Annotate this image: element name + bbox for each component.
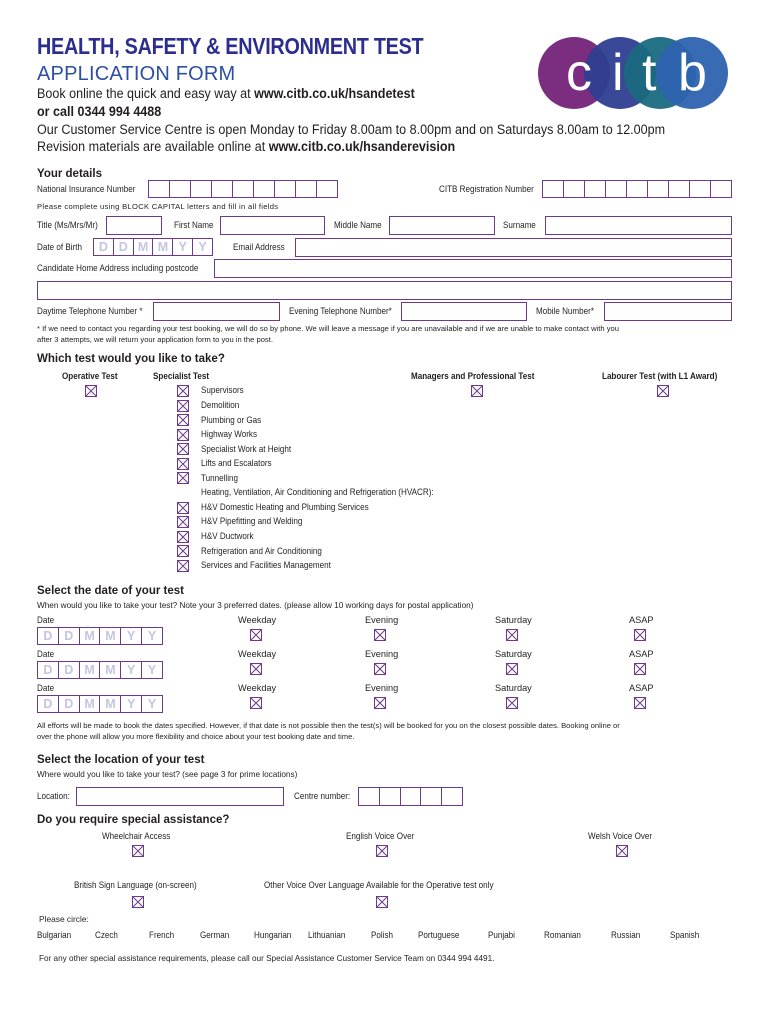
title-field[interactable] xyxy=(106,216,162,235)
book-online-text: Book online the quick and easy way at xyxy=(37,86,255,101)
managers-test-label: Managers and Professional Test xyxy=(411,371,535,381)
hvacr-facilities-checkbox[interactable] xyxy=(177,560,189,572)
middle-name-label: Middle Name xyxy=(334,220,382,230)
weekday-label: Weekday xyxy=(238,683,277,693)
language-option[interactable]: Lithuanian xyxy=(308,930,346,940)
citb-label: CITB Registration Number xyxy=(439,184,534,194)
hvacr-refrigeration-checkbox[interactable] xyxy=(177,545,189,557)
operative-test-label: Operative Test xyxy=(62,371,118,381)
date-2-evening-checkbox[interactable] xyxy=(374,663,386,675)
date-note-2: over the phone will allow you more flexibility and choice about your test booking date and time. xyxy=(37,732,355,741)
specialist-item-label: Tunnelling xyxy=(201,473,239,483)
other-vo-label: Other Voice Over Language Available for the Operative test only xyxy=(264,880,494,890)
asap-label: ASAP xyxy=(629,649,654,659)
ni-number-field[interactable] xyxy=(148,180,338,198)
logo-letter-t: t xyxy=(642,44,657,102)
hvacr-item-label: Services and Facilities Management xyxy=(201,560,331,570)
your-details-heading: Your details xyxy=(37,168,102,180)
mobile-label: Mobile Number* xyxy=(536,306,594,316)
specialist-item-label: Highway Works xyxy=(201,429,258,439)
wheelchair-label: Wheelchair Access xyxy=(102,831,171,841)
book-online-url[interactable]: www.citb.co.uk/hsandetest xyxy=(254,86,415,101)
operative-test-checkbox[interactable] xyxy=(85,385,97,397)
managers-test-checkbox[interactable] xyxy=(471,385,483,397)
eve-phone-field[interactable] xyxy=(401,302,527,321)
dob-label: Date of Birth xyxy=(37,242,82,252)
evening-label: Evening xyxy=(365,683,399,693)
bsl-checkbox[interactable] xyxy=(132,896,144,908)
date-2-weekday-checkbox[interactable] xyxy=(250,663,262,675)
specialist-supervisors-checkbox[interactable] xyxy=(177,385,189,397)
language-option[interactable]: Punjabi xyxy=(488,930,515,940)
specialist-item-label: Demolition xyxy=(201,400,240,410)
logo-letter-c: c xyxy=(566,44,592,102)
date-3-saturday-checkbox[interactable] xyxy=(506,697,518,709)
revision-line xyxy=(37,139,455,154)
specialist-lifts-checkbox[interactable] xyxy=(177,458,189,470)
centre-number-label: Centre number: xyxy=(294,791,351,801)
mobile-field[interactable] xyxy=(604,302,732,321)
specialist-item-label: Specialist Work at Height xyxy=(201,444,292,454)
language-option[interactable]: German xyxy=(200,930,230,940)
hours-line: Our Customer Service Centre is open Monday to Friday 8.00am to 8.00pm and on Saturdays 8.00am to 12.00pm xyxy=(37,122,666,137)
date-label: Date xyxy=(37,649,55,659)
other-vo-checkbox[interactable] xyxy=(376,896,388,908)
hvacr-ductwork-checkbox[interactable] xyxy=(177,531,189,543)
first-name-field[interactable] xyxy=(220,216,325,235)
citb-logo xyxy=(538,34,728,112)
language-option[interactable]: Czech xyxy=(95,930,118,940)
labourer-test-label: Labourer Test (with L1 Award) xyxy=(602,371,718,381)
language-option[interactable]: Bulgarian xyxy=(37,930,72,940)
contact-footnote-1: * If we need to contact you regarding your test booking, we will do so by phone. We will leave a message if you are unavailable and if we are unable to make contact with you xyxy=(37,324,619,333)
centre-number-field[interactable] xyxy=(358,787,463,806)
email-field[interactable] xyxy=(295,238,732,257)
date-heading: Select the date of your test xyxy=(37,585,184,597)
revision-url[interactable]: www.citb.co.uk/hsanderevision xyxy=(268,139,456,154)
block-capital-note: Please complete using BLOCK CAPITAL letters and fill in all fields xyxy=(37,202,279,211)
language-option[interactable]: Hungarian xyxy=(254,930,292,940)
language-option[interactable]: Portuguese xyxy=(418,930,460,940)
saturday-label: Saturday xyxy=(495,683,532,693)
date-3-weekday-checkbox[interactable] xyxy=(250,697,262,709)
date-note-1: All efforts will be made to book the dates specified. However, if that date is not possible then the test(s) will be booked for you on the closest possible dates. Booking online or xyxy=(37,721,620,730)
evening-label: Evening xyxy=(365,649,399,659)
middle-name-field[interactable] xyxy=(389,216,495,235)
hvacr-item-label: H&V Ductwork xyxy=(201,531,254,541)
location-heading: Select the location of your test xyxy=(37,754,205,766)
surname-field[interactable] xyxy=(545,216,732,235)
date-3-evening-checkbox[interactable] xyxy=(374,697,386,709)
first-name-label: First Name xyxy=(174,220,214,230)
saturday-label: Saturday xyxy=(495,615,532,625)
day-phone-field[interactable] xyxy=(153,302,280,321)
date-1-saturday-checkbox[interactable] xyxy=(506,629,518,641)
email-label: Email Address xyxy=(233,242,285,252)
weekday-label: Weekday xyxy=(238,649,277,659)
ni-label: National Insurance Number xyxy=(37,184,136,194)
specialist-demolition-checkbox[interactable] xyxy=(177,400,189,412)
saturday-label: Saturday xyxy=(495,649,532,659)
wheelchair-checkbox[interactable] xyxy=(132,845,144,857)
assistance-heading: Do you require special assistance? xyxy=(37,814,230,826)
call-line: or call 0344 994 4488 xyxy=(37,104,162,119)
specialist-item-label: Supervisors xyxy=(201,385,244,395)
preferred-date-1-field[interactable]: D D M M Y Y xyxy=(37,627,163,645)
preferred-date-3-field[interactable]: D D M M Y Y xyxy=(37,695,163,713)
asap-label: ASAP xyxy=(629,683,654,693)
language-option[interactable]: Spanish xyxy=(670,930,700,940)
welsh-vo-label: Welsh Voice Over xyxy=(588,831,653,841)
eve-phone-label: Evening Telephone Number* xyxy=(289,306,392,316)
special-assistance-footer: For any other special assistance requirements, please call our Special Assistance Customer Service Team on 0344 994 4491. xyxy=(39,954,495,963)
date-2-asap-checkbox[interactable] xyxy=(634,663,646,675)
hvacr-item-label: Refrigeration and Air Conditioning xyxy=(201,546,322,556)
specialist-item-label: Plumbing or Gas xyxy=(201,415,262,425)
which-test-heading: Which test would you like to take? xyxy=(37,353,225,365)
specialist-plumbing-checkbox[interactable] xyxy=(177,414,189,426)
date-3-asap-checkbox[interactable] xyxy=(634,697,646,709)
english-vo-label: English Voice Over xyxy=(346,831,415,841)
form-subtitle: APPLICATION FORM xyxy=(37,63,236,85)
language-option[interactable]: Russian xyxy=(611,930,641,940)
date-1-asap-checkbox[interactable] xyxy=(634,629,646,641)
please-circle-label: Please circle: xyxy=(39,914,89,924)
preferred-date-2-field[interactable]: D D M M Y Y xyxy=(37,661,163,679)
specialist-height-checkbox[interactable] xyxy=(177,443,189,455)
date-label: Date xyxy=(37,615,55,625)
hvacr-item-label: H&V Domestic Heating and Plumbing Services xyxy=(201,502,369,512)
hvacr-domestic-checkbox[interactable] xyxy=(177,502,189,514)
address-field-1[interactable] xyxy=(214,259,732,278)
day-phone-label: Daytime Telephone Number * xyxy=(37,306,143,316)
date-label: Date xyxy=(37,683,55,693)
date-1-evening-checkbox[interactable] xyxy=(374,629,386,641)
weekday-label: Weekday xyxy=(238,615,277,625)
hvacr-item-label: H&V Pipefitting and Welding xyxy=(201,516,303,526)
book-online-line xyxy=(37,86,415,101)
specialist-item-label: Lifts and Escalators xyxy=(201,458,272,468)
logo-letter-b: b xyxy=(678,44,707,102)
location-label: Location: xyxy=(37,791,70,801)
citb-registration-field[interactable] xyxy=(542,180,732,198)
dob-field[interactable]: D D M M Y Y xyxy=(93,238,213,256)
language-option[interactable]: Polish xyxy=(371,930,394,940)
hvacr-pipefitting-checkbox[interactable] xyxy=(177,516,189,528)
bsl-label: British Sign Language (on-screen) xyxy=(74,880,197,890)
specialist-tunnelling-checkbox[interactable] xyxy=(177,472,189,484)
surname-label: Surname xyxy=(503,220,536,230)
date-2-saturday-checkbox[interactable] xyxy=(506,663,518,675)
location-field[interactable] xyxy=(76,787,284,806)
asap-label: ASAP xyxy=(629,615,654,625)
hvacr-heading: Heating, Ventilation, Air Conditioning and Refrigeration (HVACR): xyxy=(201,487,434,497)
english-vo-checkbox[interactable] xyxy=(376,845,388,857)
address-label: Candidate Home Address including postcode xyxy=(37,263,199,273)
welsh-vo-checkbox[interactable] xyxy=(616,845,628,857)
contact-footnote-2: after 3 attempts, we will return your application form to you in the post. xyxy=(37,335,273,344)
location-intro: Where would you like to take your test? (see page 3 for prime locations) xyxy=(37,770,298,779)
specialist-highway-checkbox[interactable] xyxy=(177,429,189,441)
address-field-2[interactable] xyxy=(37,281,732,300)
language-option[interactable]: Romanian xyxy=(544,930,581,940)
labourer-test-checkbox[interactable] xyxy=(657,385,669,397)
date-1-weekday-checkbox[interactable] xyxy=(250,629,262,641)
language-option[interactable]: French xyxy=(149,930,175,940)
revision-text: Revision materials are available online at xyxy=(37,139,269,154)
specialist-test-label: Specialist Test xyxy=(153,371,210,381)
title-label: Title (Ms/Mrs/Mr) xyxy=(37,220,98,230)
form-title: HEALTH, SAFETY & ENVIRONMENT TEST xyxy=(37,33,424,59)
logo-letter-i: i xyxy=(612,44,624,102)
evening-label: Evening xyxy=(365,615,399,625)
date-intro: When would you like to take your test? Note your 3 preferred dates. (please allow 10 working days for postal application) xyxy=(37,601,474,610)
